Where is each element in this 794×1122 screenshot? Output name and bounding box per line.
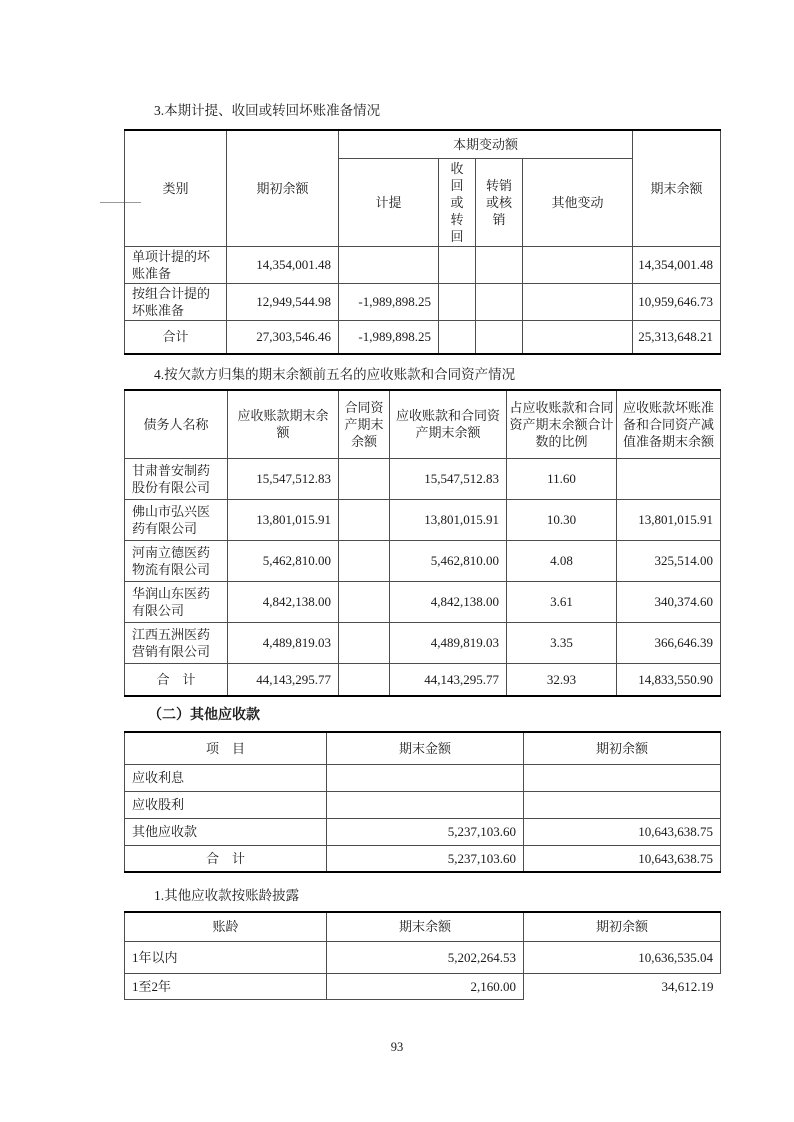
- cell-ar: 5,462,810.00: [228, 540, 339, 581]
- column-header-closing-amount: 期末金额: [327, 732, 524, 764]
- column-header-contract-asset-closing: 合同资产期末余额: [339, 390, 390, 458]
- column-header-writeoff: 转销或核销: [476, 158, 523, 246]
- column-header-closing-balance: 期末余额: [633, 130, 721, 246]
- section-title-other-receivables: （二）其他应收款: [148, 708, 260, 723]
- cell-contract: [339, 499, 390, 540]
- column-header-aging: 账龄: [125, 912, 327, 941]
- cell-debtor: 河南立德医药物流有限公司: [125, 540, 228, 581]
- cell-recovery: [439, 320, 476, 354]
- cell-opening: [524, 764, 721, 791]
- cell-opening: 34,612.19: [524, 973, 721, 999]
- cell-opening: 10,636,535.04: [524, 941, 721, 973]
- table-row: [125, 499, 721, 540]
- page-number: 93: [390, 1040, 404, 1054]
- cell-provision: 366,646.39: [617, 622, 721, 663]
- cell-provision: [617, 458, 721, 499]
- section-title-provision-changes: 3.本期计提、收回或转回坏账准备情况: [154, 103, 381, 118]
- cell-closing: 25,313,648.21: [633, 320, 721, 354]
- cell-provision: 14,833,550.90: [617, 663, 721, 696]
- aging-table: [124, 911, 721, 1000]
- column-header-combined-closing: 应收账款和合同资产期末余额: [390, 390, 507, 458]
- cell-contract: [339, 663, 390, 696]
- table-header-row: [125, 732, 721, 764]
- table-total-row: [125, 663, 721, 696]
- cell-ar: 4,842,138.00: [228, 581, 339, 622]
- cell-item: 应收股利: [125, 791, 327, 818]
- cell-opening: 12,949,544.98: [227, 283, 339, 320]
- column-header-recovery-reversal: 收回或转回: [439, 158, 476, 246]
- table-row: [125, 764, 721, 791]
- column-header-category: 类别: [125, 130, 227, 246]
- cell-ar: 44,143,295.77: [228, 663, 339, 696]
- column-header-ratio: 占应收账款和合同资产期末余额合计数的比例: [507, 390, 617, 458]
- column-header-opening-balance: 期初余额: [524, 912, 721, 941]
- cell-contract: [339, 622, 390, 663]
- cell-ratio: 11.60: [507, 458, 617, 499]
- table-row: [125, 581, 721, 622]
- cell-combined: 15,547,512.83: [390, 458, 507, 499]
- cell-opening: 27,303,546.46: [227, 320, 339, 354]
- cell-debtor: 甘肃普安制药股份有限公司: [125, 458, 228, 499]
- cell-recovery: [439, 246, 476, 283]
- cell-contract: [339, 458, 390, 499]
- cell-accrual: -1,989,898.25: [339, 283, 439, 320]
- table-row: [125, 973, 721, 999]
- column-header-item: 项 目: [125, 732, 327, 764]
- table-header-row: [125, 912, 721, 941]
- column-header-debtor: 债务人名称: [125, 390, 228, 458]
- cell-category: 按组合计提的坏账准备: [125, 283, 227, 320]
- cell-debtor: 江西五洲医药营销有限公司: [125, 622, 228, 663]
- cell-ratio: 4.08: [507, 540, 617, 581]
- column-header-opening-balance: 期初余额: [227, 130, 339, 246]
- cell-combined: 4,842,138.00: [390, 581, 507, 622]
- cell-accrual: [339, 246, 439, 283]
- cell-ratio: 32.93: [507, 663, 617, 696]
- cell-closing: 14,354,001.48: [633, 246, 721, 283]
- cell-ar: 15,547,512.83: [228, 458, 339, 499]
- cell-debtor: 华润山东医药有限公司: [125, 581, 228, 622]
- cell-ratio: 3.61: [507, 581, 617, 622]
- cell-other-change: [523, 283, 633, 320]
- column-header-current-change: 本期变动额: [339, 130, 633, 158]
- cell-opening: 14,354,001.48: [227, 246, 339, 283]
- cell-aging: 1至2年: [125, 973, 327, 999]
- column-header-other-change: 其他变动: [523, 158, 633, 246]
- provision-changes-table: [124, 129, 721, 355]
- column-header-accrual: 计提: [339, 158, 439, 246]
- other-receivables-table: [124, 731, 721, 873]
- cell-debtor: 合 计: [125, 663, 228, 696]
- cell-opening: 10,643,638.75: [524, 818, 721, 845]
- cell-category: 单项计提的坏账准备: [125, 246, 227, 283]
- cell-item: 应收利息: [125, 764, 327, 791]
- page-content: [124, 0, 720, 1000]
- cell-ratio: 10.30: [507, 499, 617, 540]
- cell-closing: 5,237,103.60: [327, 818, 524, 845]
- cell-writeoff: [476, 320, 523, 354]
- table-row: [125, 622, 721, 663]
- cell-ar: 4,489,819.03: [228, 622, 339, 663]
- cell-writeoff: [476, 283, 523, 320]
- cell-other-change: [523, 320, 633, 354]
- table-row: [125, 246, 721, 283]
- cell-opening: 10,643,638.75: [524, 845, 721, 872]
- cell-provision: 340,374.60: [617, 581, 721, 622]
- column-header-opening-balance: 期初余额: [524, 732, 721, 764]
- table-header-row: [125, 130, 721, 158]
- cell-closing: [327, 791, 524, 818]
- cell-debtor: 佛山市弘兴医药有限公司: [125, 499, 228, 540]
- cell-combined: 13,801,015.91: [390, 499, 507, 540]
- cell-item: 合 计: [125, 845, 327, 872]
- cell-combined: 5,462,810.00: [390, 540, 507, 581]
- cell-combined: 4,489,819.03: [390, 622, 507, 663]
- cell-category: 合计: [125, 320, 227, 354]
- cell-provision: 13,801,015.91: [617, 499, 721, 540]
- table-header-row: [125, 390, 721, 458]
- cell-contract: [339, 540, 390, 581]
- table-total-row: [125, 320, 721, 354]
- cell-item: 其他应收款: [125, 818, 327, 845]
- table-row: [125, 791, 721, 818]
- column-header-closing-balance: 期末余额: [327, 912, 524, 941]
- cell-closing: [327, 764, 524, 791]
- cell-recovery: [439, 283, 476, 320]
- cell-closing: 2,160.00: [327, 973, 524, 999]
- cell-closing: 5,202,264.53: [327, 941, 524, 973]
- section-title-aging-disclosure: 1.其他应收款按账龄披露: [154, 888, 300, 903]
- cell-ar: 13,801,015.91: [228, 499, 339, 540]
- column-header-provision-closing: 应收账款坏账准备和合同资产减值准备期末余额: [617, 390, 721, 458]
- cell-opening: [524, 791, 721, 818]
- cell-closing: 5,237,103.60: [327, 845, 524, 872]
- cell-writeoff: [476, 246, 523, 283]
- table-total-row: [125, 845, 721, 872]
- cell-aging: 1年以内: [125, 941, 327, 973]
- table-row: [125, 458, 721, 499]
- top-five-debtors-table: [124, 389, 721, 697]
- cell-ratio: 3.35: [507, 622, 617, 663]
- table-row: [125, 941, 721, 973]
- table-row: [125, 540, 721, 581]
- cell-closing: 10,959,646.73: [633, 283, 721, 320]
- cell-combined: 44,143,295.77: [390, 663, 507, 696]
- cell-provision: 325,514.00: [617, 540, 721, 581]
- cell-accrual: -1,989,898.25: [339, 320, 439, 354]
- table-row: [125, 818, 721, 845]
- section-title-top-five-debtors: 4.按欠款方归集的期末余额前五名的应收账款和合同资产情况: [154, 367, 516, 382]
- cell-other-change: [523, 246, 633, 283]
- table-row: [125, 283, 721, 320]
- column-header-ar-closing: 应收账款期末余额: [228, 390, 339, 458]
- cell-contract: [339, 581, 390, 622]
